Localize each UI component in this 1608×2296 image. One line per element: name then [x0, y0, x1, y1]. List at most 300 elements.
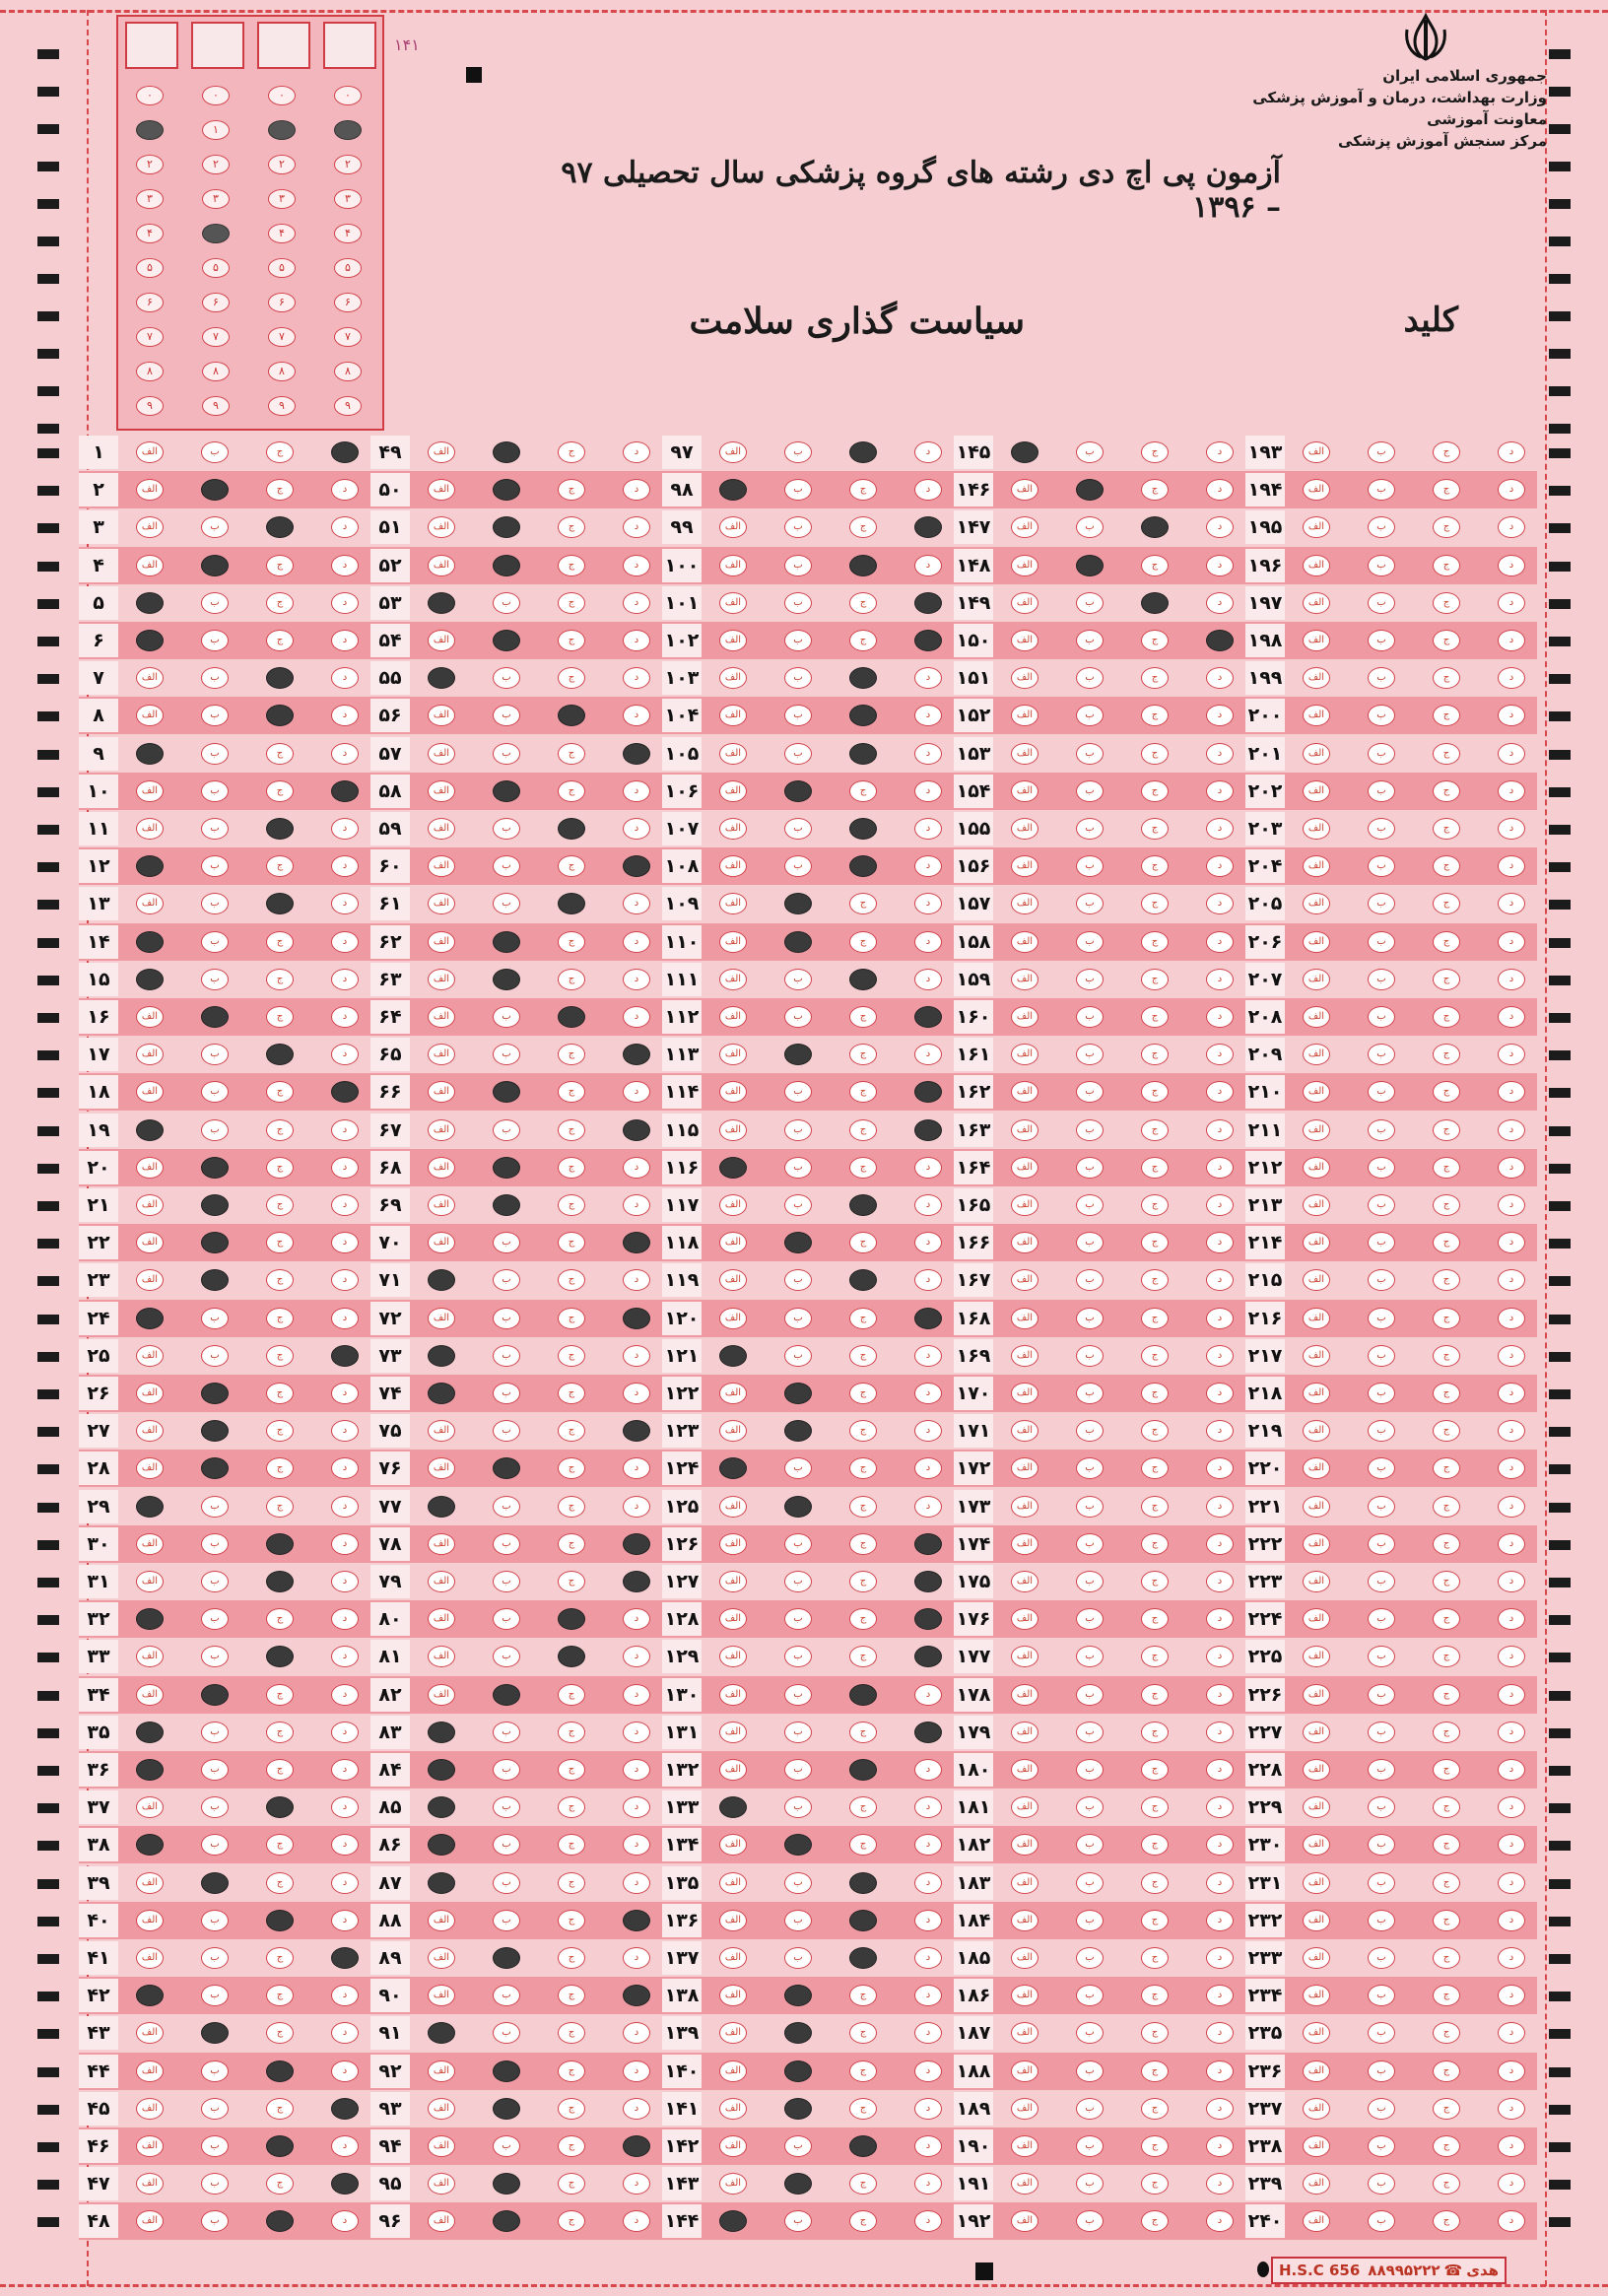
- answer-bubble[interactable]: ب: [493, 1345, 520, 1367]
- answer-bubble[interactable]: د: [1206, 1533, 1234, 1555]
- answer-bubble[interactable]: الف: [719, 1044, 747, 1065]
- answer-bubble[interactable]: ب: [201, 441, 229, 463]
- answer-bubble[interactable]: [493, 780, 520, 802]
- answer-bubble[interactable]: الف: [1303, 555, 1330, 576]
- answer-bubble[interactable]: ج: [1141, 630, 1169, 651]
- answer-bubble[interactable]: د: [623, 2173, 650, 2195]
- id-digit-bubble[interactable]: ۲: [202, 155, 230, 174]
- answer-bubble[interactable]: د: [331, 1872, 359, 1894]
- answer-bubble[interactable]: ج: [849, 2210, 877, 2232]
- answer-bubble[interactable]: ج: [1141, 1006, 1169, 1028]
- answer-bubble[interactable]: ب: [201, 931, 229, 953]
- answer-bubble[interactable]: ب: [1076, 1872, 1104, 1894]
- answer-bubble[interactable]: ج: [849, 1044, 877, 1065]
- answer-bubble[interactable]: ج: [1141, 743, 1169, 765]
- answer-bubble[interactable]: [623, 1119, 650, 1141]
- answer-bubble[interactable]: ج: [1141, 1157, 1169, 1179]
- answer-bubble[interactable]: د: [1498, 1232, 1525, 1253]
- answer-bubble[interactable]: ب: [1076, 1157, 1104, 1179]
- answer-bubble[interactable]: الف: [136, 441, 164, 463]
- answer-bubble[interactable]: ب: [1076, 1081, 1104, 1103]
- answer-bubble[interactable]: الف: [1011, 1383, 1038, 1404]
- answer-bubble[interactable]: الف: [136, 1232, 164, 1253]
- answer-bubble[interactable]: ب: [784, 855, 812, 877]
- answer-bubble[interactable]: د: [1498, 592, 1525, 614]
- answer-bubble[interactable]: الف: [1303, 1533, 1330, 1555]
- answer-bubble[interactable]: ب: [201, 1910, 229, 1931]
- answer-bubble[interactable]: الف: [1011, 1910, 1038, 1931]
- answer-bubble[interactable]: الف: [719, 667, 747, 689]
- answer-bubble[interactable]: ب: [784, 1308, 812, 1329]
- answer-bubble[interactable]: د: [331, 1646, 359, 1667]
- answer-bubble[interactable]: ج: [1433, 1006, 1460, 1028]
- answer-bubble[interactable]: د: [1498, 2210, 1525, 2232]
- answer-bubble[interactable]: ج: [558, 1269, 585, 1291]
- answer-bubble[interactable]: د: [1498, 780, 1525, 802]
- id-digit-bubble[interactable]: ۴: [268, 224, 296, 243]
- answer-bubble[interactable]: ج: [266, 1722, 294, 1743]
- answer-bubble[interactable]: ج: [1141, 1496, 1169, 1518]
- answer-bubble[interactable]: ج: [1141, 441, 1169, 463]
- answer-bubble[interactable]: ج: [266, 1872, 294, 1894]
- answer-bubble[interactable]: ج: [1433, 2060, 1460, 2082]
- answer-bubble[interactable]: ج: [558, 1044, 585, 1065]
- answer-bubble[interactable]: ب: [201, 2060, 229, 2082]
- answer-bubble[interactable]: د: [914, 441, 942, 463]
- answer-bubble[interactable]: د: [914, 667, 942, 689]
- answer-bubble[interactable]: ب: [493, 1533, 520, 1555]
- answer-bubble[interactable]: ج: [1141, 818, 1169, 840]
- answer-bubble[interactable]: ب: [1368, 2135, 1395, 2157]
- answer-bubble[interactable]: د: [331, 1157, 359, 1179]
- answer-bubble[interactable]: ب: [1368, 2060, 1395, 2082]
- answer-bubble[interactable]: الف: [428, 1081, 455, 1103]
- answer-bubble[interactable]: د: [914, 1232, 942, 1253]
- answer-bubble[interactable]: ج: [849, 1457, 877, 1479]
- answer-bubble[interactable]: ب: [493, 1985, 520, 2006]
- answer-bubble[interactable]: ب: [1076, 1796, 1104, 1818]
- answer-bubble[interactable]: ب: [201, 1496, 229, 1518]
- answer-bubble[interactable]: ج: [558, 479, 585, 501]
- answer-bubble[interactable]: الف: [136, 1157, 164, 1179]
- answer-bubble[interactable]: د: [914, 1684, 942, 1706]
- answer-bubble[interactable]: ج: [1433, 1571, 1460, 1592]
- answer-bubble[interactable]: ب: [201, 1759, 229, 1781]
- answer-bubble[interactable]: ب: [201, 2173, 229, 2195]
- answer-bubble[interactable]: د: [331, 705, 359, 726]
- answer-bubble[interactable]: ج: [1141, 1796, 1169, 1818]
- answer-bubble[interactable]: ج: [558, 1157, 585, 1179]
- answer-bubble[interactable]: [914, 1571, 942, 1592]
- answer-bubble[interactable]: ب: [201, 1722, 229, 1743]
- answer-bubble[interactable]: ب: [1076, 2060, 1104, 2082]
- answer-bubble[interactable]: د: [1498, 1684, 1525, 1706]
- answer-bubble[interactable]: ج: [1433, 1759, 1460, 1781]
- answer-bubble[interactable]: د: [623, 931, 650, 953]
- answer-bubble[interactable]: الف: [136, 1269, 164, 1291]
- answer-bubble[interactable]: [849, 1759, 877, 1781]
- answer-bubble[interactable]: ب: [784, 1646, 812, 1667]
- answer-bubble[interactable]: الف: [1011, 479, 1038, 501]
- answer-bubble[interactable]: ب: [1076, 1496, 1104, 1518]
- answer-bubble[interactable]: [331, 441, 359, 463]
- answer-bubble[interactable]: الف: [136, 1420, 164, 1442]
- answer-bubble[interactable]: د: [623, 1947, 650, 1969]
- answer-bubble[interactable]: ج: [266, 1684, 294, 1706]
- answer-bubble[interactable]: الف: [719, 1081, 747, 1103]
- answer-bubble[interactable]: ج: [1141, 1947, 1169, 1969]
- answer-bubble[interactable]: الف: [1303, 592, 1330, 614]
- answer-bubble[interactable]: [849, 1947, 877, 1969]
- answer-bubble[interactable]: ب: [201, 516, 229, 538]
- answer-bubble[interactable]: الف: [719, 1269, 747, 1291]
- answer-bubble[interactable]: د: [1498, 630, 1525, 651]
- answer-bubble[interactable]: ج: [266, 1457, 294, 1479]
- answer-bubble[interactable]: الف: [1303, 1457, 1330, 1479]
- answer-bubble[interactable]: الف: [1303, 1194, 1330, 1216]
- answer-bubble[interactable]: ب: [784, 555, 812, 576]
- answer-bubble[interactable]: الف: [428, 705, 455, 726]
- answer-bubble[interactable]: د: [331, 1308, 359, 1329]
- answer-bubble[interactable]: الف: [719, 743, 747, 765]
- answer-bubble[interactable]: [493, 630, 520, 651]
- answer-bubble[interactable]: الف: [719, 931, 747, 953]
- answer-bubble[interactable]: ج: [1433, 1308, 1460, 1329]
- answer-bubble[interactable]: الف: [1011, 555, 1038, 576]
- answer-bubble[interactable]: د: [914, 1345, 942, 1367]
- answer-bubble[interactable]: د: [623, 780, 650, 802]
- answer-bubble[interactable]: الف: [1011, 1571, 1038, 1592]
- answer-bubble[interactable]: ج: [558, 743, 585, 765]
- answer-bubble[interactable]: د: [1206, 1759, 1234, 1781]
- id-digit-bubble[interactable]: ۷: [334, 327, 362, 347]
- answer-bubble[interactable]: ب: [493, 1646, 520, 1667]
- id-digit-bubble[interactable]: [268, 120, 296, 140]
- answer-bubble[interactable]: الف: [428, 1119, 455, 1141]
- answer-bubble[interactable]: د: [1206, 1646, 1234, 1667]
- answer-bubble[interactable]: ج: [1141, 479, 1169, 501]
- answer-bubble[interactable]: [428, 1496, 455, 1518]
- answer-bubble[interactable]: ب: [1076, 1345, 1104, 1367]
- answer-bubble[interactable]: الف: [1303, 1722, 1330, 1743]
- answer-bubble[interactable]: ب: [493, 2022, 520, 2044]
- answer-bubble[interactable]: الف: [719, 1383, 747, 1404]
- answer-bubble[interactable]: الف: [428, 1571, 455, 1592]
- answer-bubble[interactable]: الف: [1011, 969, 1038, 990]
- answer-bubble[interactable]: الف: [428, 1006, 455, 1028]
- answer-bubble[interactable]: ب: [493, 1044, 520, 1065]
- answer-bubble[interactable]: ب: [1368, 743, 1395, 765]
- answer-bubble[interactable]: ب: [1368, 1910, 1395, 1931]
- answer-bubble[interactable]: د: [331, 1119, 359, 1141]
- answer-bubble[interactable]: د: [623, 555, 650, 576]
- answer-bubble[interactable]: د: [623, 1457, 650, 1479]
- answer-bubble[interactable]: [428, 1872, 455, 1894]
- id-digit-bubble[interactable]: ۵: [136, 258, 164, 278]
- answer-bubble[interactable]: ب: [784, 1796, 812, 1818]
- answer-bubble[interactable]: ب: [1368, 780, 1395, 802]
- answer-bubble[interactable]: ب: [201, 705, 229, 726]
- answer-bubble[interactable]: ج: [558, 1345, 585, 1367]
- answer-bubble[interactable]: د: [331, 1533, 359, 1555]
- answer-bubble[interactable]: ج: [1141, 1308, 1169, 1329]
- answer-bubble[interactable]: ج: [849, 1985, 877, 2006]
- answer-bubble[interactable]: [623, 2135, 650, 2157]
- answer-bubble[interactable]: ب: [784, 2210, 812, 2232]
- answer-bubble[interactable]: [331, 780, 359, 802]
- answer-bubble[interactable]: د: [623, 1081, 650, 1103]
- answer-bubble[interactable]: د: [331, 1985, 359, 2006]
- answer-bubble[interactable]: ب: [1076, 592, 1104, 614]
- answer-bubble[interactable]: ج: [1433, 1684, 1460, 1706]
- answer-bubble[interactable]: ج: [849, 1834, 877, 1856]
- answer-bubble[interactable]: ج: [558, 1722, 585, 1743]
- answer-bubble[interactable]: د: [623, 2210, 650, 2232]
- answer-bubble[interactable]: د: [1206, 667, 1234, 689]
- answer-bubble[interactable]: ج: [558, 1308, 585, 1329]
- answer-bubble[interactable]: [1011, 441, 1038, 463]
- answer-bubble[interactable]: ب: [784, 630, 812, 651]
- answer-bubble[interactable]: [136, 969, 164, 990]
- answer-bubble[interactable]: ج: [558, 1457, 585, 1479]
- answer-bubble[interactable]: د: [914, 743, 942, 765]
- answer-bubble[interactable]: الف: [1303, 1684, 1330, 1706]
- answer-bubble[interactable]: د: [1206, 1571, 1234, 1592]
- answer-bubble[interactable]: الف: [1011, 743, 1038, 765]
- answer-bubble[interactable]: ب: [201, 1081, 229, 1103]
- answer-bubble[interactable]: ب: [1076, 516, 1104, 538]
- answer-bubble[interactable]: الف: [1303, 1571, 1330, 1592]
- answer-bubble[interactable]: ب: [493, 705, 520, 726]
- answer-bubble[interactable]: الف: [1011, 1457, 1038, 1479]
- answer-bubble[interactable]: الف: [1303, 1006, 1330, 1028]
- answer-bubble[interactable]: الف: [1303, 893, 1330, 914]
- answer-bubble[interactable]: الف: [1303, 1947, 1330, 1969]
- answer-bubble[interactable]: د: [1498, 1119, 1525, 1141]
- answer-bubble[interactable]: ب: [493, 893, 520, 914]
- answer-bubble[interactable]: ب: [784, 1571, 812, 1592]
- answer-bubble[interactable]: ب: [1368, 1834, 1395, 1856]
- answer-bubble[interactable]: ب: [1368, 555, 1395, 576]
- answer-bubble[interactable]: ب: [784, 1006, 812, 1028]
- answer-bubble[interactable]: ج: [266, 931, 294, 953]
- answer-bubble[interactable]: د: [331, 592, 359, 614]
- answer-bubble[interactable]: الف: [1011, 1006, 1038, 1028]
- answer-bubble[interactable]: الف: [428, 1194, 455, 1216]
- id-digit-bubble[interactable]: ۳: [334, 189, 362, 209]
- answer-bubble[interactable]: ب: [1368, 1684, 1395, 1706]
- id-digit-bubble[interactable]: ۰: [136, 86, 164, 105]
- answer-bubble[interactable]: [849, 743, 877, 765]
- answer-bubble[interactable]: ج: [266, 2098, 294, 2120]
- answer-bubble[interactable]: [849, 1872, 877, 1894]
- answer-bubble[interactable]: ج: [1433, 1834, 1460, 1856]
- answer-bubble[interactable]: ج: [266, 1006, 294, 1028]
- answer-bubble[interactable]: ب: [201, 2135, 229, 2157]
- answer-bubble[interactable]: ج: [558, 1684, 585, 1706]
- answer-bubble[interactable]: ج: [266, 1985, 294, 2006]
- answer-bubble[interactable]: د: [331, 2135, 359, 2157]
- answer-bubble[interactable]: [136, 630, 164, 651]
- answer-bubble[interactable]: الف: [428, 555, 455, 576]
- answer-bubble[interactable]: ب: [201, 855, 229, 877]
- answer-bubble[interactable]: د: [914, 1457, 942, 1479]
- answer-bubble[interactable]: الف: [719, 1571, 747, 1592]
- answer-bubble[interactable]: الف: [1011, 705, 1038, 726]
- answer-bubble[interactable]: د: [1498, 1759, 1525, 1781]
- answer-bubble[interactable]: ب: [784, 969, 812, 990]
- answer-bubble[interactable]: ج: [1433, 1608, 1460, 1630]
- answer-bubble[interactable]: الف: [136, 2098, 164, 2120]
- answer-bubble[interactable]: الف: [719, 1947, 747, 1969]
- answer-bubble[interactable]: الف: [1303, 1608, 1330, 1630]
- answer-bubble[interactable]: [623, 743, 650, 765]
- answer-bubble[interactable]: ج: [266, 1269, 294, 1291]
- answer-bubble[interactable]: الف: [719, 1646, 747, 1667]
- answer-bubble[interactable]: الف: [136, 780, 164, 802]
- answer-bubble[interactable]: ب: [1076, 1420, 1104, 1442]
- answer-bubble[interactable]: الف: [1011, 931, 1038, 953]
- answer-bubble[interactable]: الف: [1011, 1533, 1038, 1555]
- id-digit-bubble[interactable]: ۲: [268, 155, 296, 174]
- answer-bubble[interactable]: د: [1498, 705, 1525, 726]
- answer-bubble[interactable]: د: [623, 479, 650, 501]
- answer-bubble[interactable]: ب: [1076, 1383, 1104, 1404]
- answer-bubble[interactable]: د: [914, 479, 942, 501]
- answer-bubble[interactable]: ب: [1368, 1947, 1395, 1969]
- answer-bubble[interactable]: الف: [1011, 1232, 1038, 1253]
- answer-bubble[interactable]: ج: [1433, 1872, 1460, 1894]
- answer-bubble[interactable]: الف: [428, 1157, 455, 1179]
- answer-bubble[interactable]: د: [1206, 1684, 1234, 1706]
- answer-bubble[interactable]: ج: [849, 2022, 877, 2044]
- answer-bubble[interactable]: د: [1498, 1796, 1525, 1818]
- answer-bubble[interactable]: الف: [719, 780, 747, 802]
- answer-bubble[interactable]: الف: [1011, 1872, 1038, 1894]
- answer-bubble[interactable]: د: [331, 2210, 359, 2232]
- answer-bubble[interactable]: ج: [266, 1157, 294, 1179]
- answer-bubble[interactable]: د: [1206, 1081, 1234, 1103]
- answer-bubble[interactable]: الف: [428, 2173, 455, 2195]
- answer-bubble[interactable]: ج: [266, 592, 294, 614]
- answer-bubble[interactable]: [914, 592, 942, 614]
- answer-bubble[interactable]: د: [1206, 1232, 1234, 1253]
- answer-bubble[interactable]: ج: [558, 1947, 585, 1969]
- answer-bubble[interactable]: د: [1206, 1044, 1234, 1065]
- answer-bubble[interactable]: د: [1498, 1457, 1525, 1479]
- answer-bubble[interactable]: الف: [1303, 1796, 1330, 1818]
- answer-bubble[interactable]: د: [1498, 1081, 1525, 1103]
- answer-bubble[interactable]: د: [331, 743, 359, 765]
- answer-bubble[interactable]: ب: [1368, 1608, 1395, 1630]
- answer-bubble[interactable]: د: [914, 705, 942, 726]
- answer-bubble[interactable]: د: [331, 1420, 359, 1442]
- answer-bubble[interactable]: ج: [1433, 818, 1460, 840]
- answer-bubble[interactable]: ب: [493, 1872, 520, 1894]
- answer-bubble[interactable]: ج: [1141, 2135, 1169, 2157]
- answer-bubble[interactable]: ج: [1433, 667, 1460, 689]
- answer-bubble[interactable]: ج: [849, 1646, 877, 1667]
- answer-bubble[interactable]: الف: [428, 1457, 455, 1479]
- answer-bubble[interactable]: ب: [1368, 1194, 1395, 1216]
- answer-bubble[interactable]: الف: [719, 969, 747, 990]
- answer-bubble[interactable]: الف: [428, 1232, 455, 1253]
- answer-bubble[interactable]: ج: [558, 1796, 585, 1818]
- answer-bubble[interactable]: ج: [558, 1834, 585, 1856]
- answer-bubble[interactable]: د: [331, 630, 359, 651]
- answer-bubble[interactable]: ب: [1076, 1722, 1104, 1743]
- answer-bubble[interactable]: الف: [1303, 743, 1330, 765]
- answer-bubble[interactable]: الف: [428, 630, 455, 651]
- answer-bubble[interactable]: [623, 1308, 650, 1329]
- answer-bubble[interactable]: ب: [784, 1608, 812, 1630]
- answer-bubble[interactable]: ج: [558, 1194, 585, 1216]
- id-digit-bubble[interactable]: ۷: [202, 327, 230, 347]
- answer-bubble[interactable]: د: [914, 555, 942, 576]
- answer-bubble[interactable]: د: [331, 1194, 359, 1216]
- answer-bubble[interactable]: د: [623, 1383, 650, 1404]
- answer-bubble[interactable]: د: [1206, 1608, 1234, 1630]
- answer-bubble[interactable]: ب: [1076, 667, 1104, 689]
- answer-bubble[interactable]: ج: [1433, 1496, 1460, 1518]
- answer-bubble[interactable]: ج: [1141, 2210, 1169, 2232]
- answer-bubble[interactable]: الف: [1011, 1684, 1038, 1706]
- answer-bubble[interactable]: ب: [201, 2210, 229, 2232]
- answer-bubble[interactable]: ج: [558, 667, 585, 689]
- answer-bubble[interactable]: الف: [719, 2060, 747, 2082]
- answer-bubble[interactable]: [493, 2098, 520, 2120]
- answer-bubble[interactable]: ج: [558, 1496, 585, 1518]
- answer-bubble[interactable]: الف: [719, 630, 747, 651]
- answer-bubble[interactable]: د: [1206, 2135, 1234, 2157]
- answer-bubble[interactable]: ج: [1433, 705, 1460, 726]
- answer-bubble[interactable]: الف: [136, 1457, 164, 1479]
- answer-bubble[interactable]: ب: [1368, 441, 1395, 463]
- answer-bubble[interactable]: د: [1498, 1496, 1525, 1518]
- answer-bubble[interactable]: الف: [136, 2173, 164, 2195]
- answer-bubble[interactable]: ج: [1433, 2022, 1460, 2044]
- answer-bubble[interactable]: ب: [1368, 1985, 1395, 2006]
- answer-bubble[interactable]: ب: [784, 1119, 812, 1141]
- answer-bubble[interactable]: [428, 1759, 455, 1781]
- answer-bubble[interactable]: د: [1498, 743, 1525, 765]
- answer-bubble[interactable]: [493, 1684, 520, 1706]
- answer-bubble[interactable]: الف: [428, 2135, 455, 2157]
- answer-bubble[interactable]: الف: [719, 2173, 747, 2195]
- answer-bubble[interactable]: ج: [1141, 1608, 1169, 1630]
- answer-bubble[interactable]: الف: [719, 2022, 747, 2044]
- answer-bubble[interactable]: الف: [428, 1985, 455, 2006]
- id-digit-bubble[interactable]: ۴: [334, 224, 362, 243]
- answer-bubble[interactable]: ج: [849, 1608, 877, 1630]
- answer-bubble[interactable]: ب: [1368, 1457, 1395, 1479]
- answer-bubble[interactable]: د: [1206, 1834, 1234, 1856]
- answer-bubble[interactable]: الف: [719, 1420, 747, 1442]
- answer-bubble[interactable]: ج: [558, 441, 585, 463]
- answer-bubble[interactable]: د: [1206, 1308, 1234, 1329]
- answer-bubble[interactable]: الف: [136, 705, 164, 726]
- answer-bubble[interactable]: د: [623, 1608, 650, 1630]
- answer-bubble[interactable]: ب: [493, 1308, 520, 1329]
- answer-bubble[interactable]: الف: [1011, 1269, 1038, 1291]
- answer-bubble[interactable]: د: [623, 969, 650, 990]
- answer-bubble[interactable]: ج: [1433, 2210, 1460, 2232]
- answer-bubble[interactable]: ج: [1141, 1872, 1169, 1894]
- answer-bubble[interactable]: [849, 441, 877, 463]
- answer-bubble[interactable]: الف: [1011, 818, 1038, 840]
- answer-bubble[interactable]: الف: [428, 1910, 455, 1931]
- answer-bubble[interactable]: الف: [1303, 931, 1330, 953]
